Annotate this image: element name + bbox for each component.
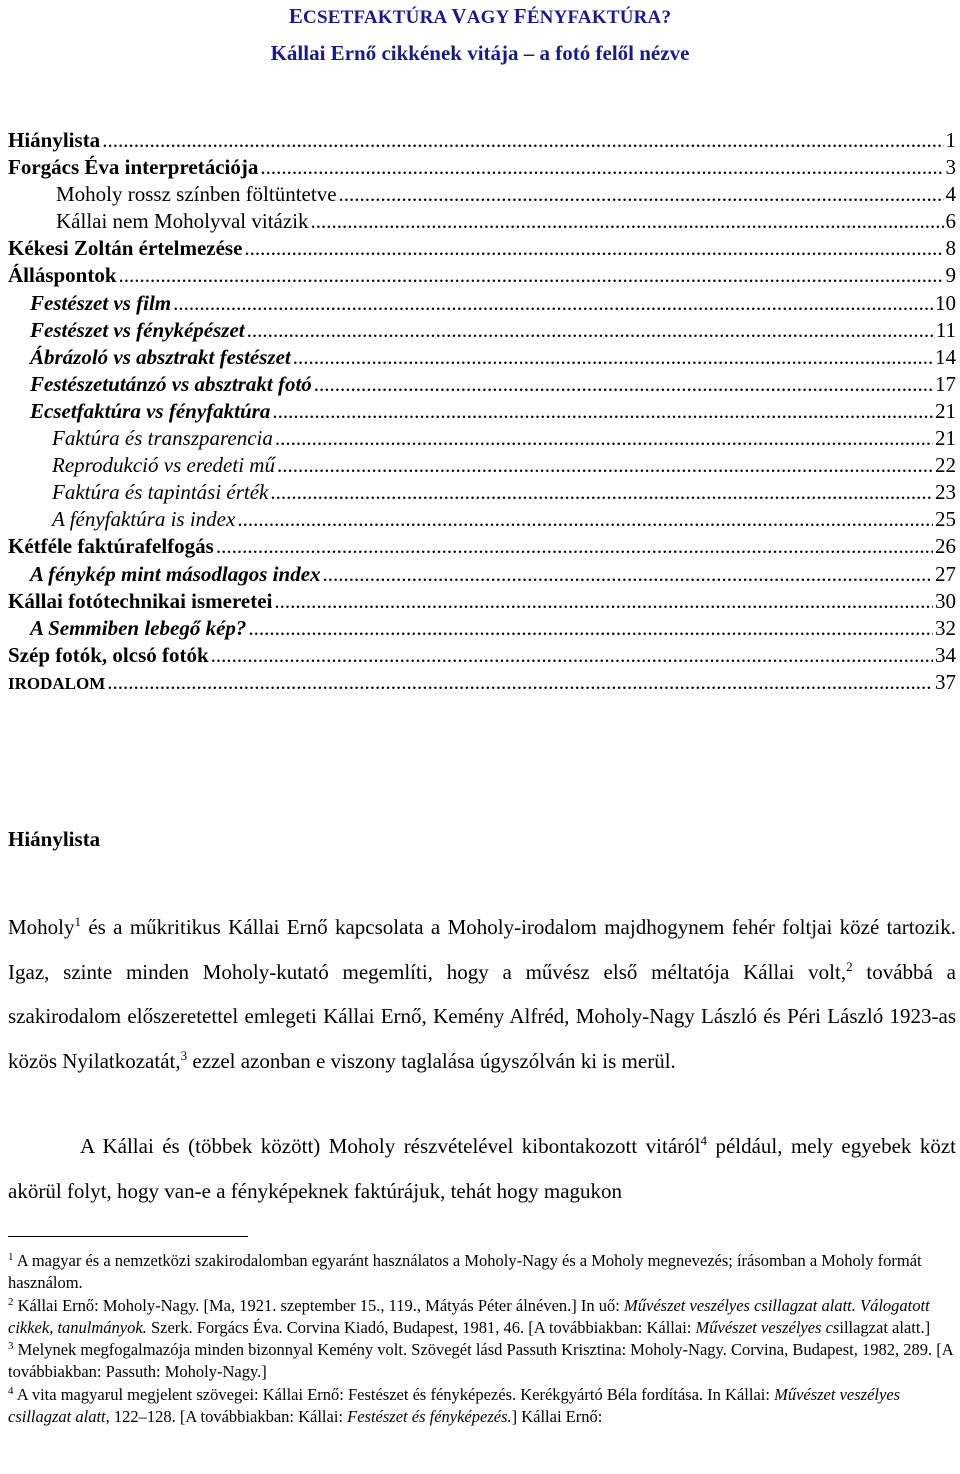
toc-entry[interactable] [8,453,956,480]
footnote-ref-2[interactable]: 2 [846,958,853,974]
toc-page-number[interactable]: 37 [935,669,956,694]
toc-entry[interactable] [8,209,956,236]
toc-entry-title[interactable]: Álláspontok [8,263,117,288]
toc-entry[interactable] [8,236,956,263]
toc-leader-dots [107,670,933,695]
toc-entry-title[interactable]: IRODALOM [8,673,106,693]
footnote-2: $^2$ Kállai Ernő: Moholy-Nagy. [Ma, 1921. szeptember 15., 119., Mátyás Péter álnéven.] In uő: Művészet veszélyes csillagzat alatt. Válogatott cikkek, tanulmányok. Szerk. Forgács Éva. Corvina Kiadó, Budapest, 1981, 46. [A továbbiakban: Kállai: Művészet veszélyes csillagzat alatt.] [8,1295,931,1337]
toc-leader-dots [248,616,933,641]
toc-page-number[interactable]: 23 [935,480,956,505]
toc-entry[interactable] [8,128,956,155]
toc-leader-dots [102,128,943,153]
toc-entry-title[interactable]: Faktúra és transzparencia [52,426,273,451]
toc-entry-title[interactable]: Kállai nem Moholyval vitázik [56,209,309,234]
toc-page-number[interactable]: 34 [935,642,956,667]
toc-page-number[interactable]: 22 [935,453,956,478]
toc-entry-title[interactable]: Festészet vs film [30,290,172,315]
toc-page-number[interactable]: 26 [935,534,956,559]
toc-entry-title[interactable]: Kállai fotótechnikai ismeretei [8,588,273,613]
toc-entry[interactable] [8,562,956,589]
toc-entry-title[interactable]: A fénykép mint másodlagos index [30,561,321,586]
footnote-ref-1[interactable]: 1 [74,914,82,929]
toc-page-number[interactable]: 8 [945,236,956,261]
toc-entry[interactable] [8,182,956,209]
toc-leader-dots [119,263,944,288]
toc-entry-title[interactable]: Forgács Éva interpretációja [8,155,259,180]
toc-entry-title[interactable]: Reprodukció vs eredeti mű [52,453,275,478]
toc-page-number[interactable]: 3 [945,155,956,180]
toc-page-number[interactable]: 21 [935,426,956,451]
toc-entry-title[interactable]: Ecsetfaktúra vs fényfaktúra [30,398,271,423]
toc-entry-title[interactable]: Festészet vs fényképészet [30,317,245,342]
toc-page-number[interactable]: 10 [935,290,956,315]
toc-entry-title[interactable]: Kétféle faktúrafelfogás [8,534,214,559]
footnote-separator [8,1236,248,1237]
toc-leader-dots [293,345,933,370]
toc-page-number[interactable]: 27 [935,561,956,586]
toc-leader-dots [277,453,933,478]
toc-entry[interactable] [8,616,956,643]
toc-leader-dots [314,372,933,397]
footnote-ref-3[interactable]: 3 [180,1047,188,1063]
section-heading: Hiánylista [8,827,101,851]
toc-leader-dots [237,507,933,532]
document-title: ECSETFAKTÚRA VAGY FÉNYFAKTÚRA? [288,4,672,28]
toc-leader-dots [311,209,944,234]
toc-entry[interactable] [8,589,956,616]
toc-entry[interactable] [8,155,956,182]
toc-leader-dots [260,155,943,180]
toc-entry[interactable] [8,291,956,318]
toc-leader-dots [247,318,934,343]
toc-entry-title[interactable]: A Semmiben lebegő kép? [30,615,247,640]
toc-entry[interactable] [8,534,956,561]
toc-leader-dots [211,643,933,668]
toc-leader-dots [323,562,933,587]
footnote-1: $^1$ A magyar és a nemzetközi szakirodalomban egyaránt használatos a Moholy-Nagy és a Moholy megnevezés; írásomban a Moholy formát használom. [8,1251,922,1293]
toc-entry[interactable] [8,372,956,399]
toc-entry[interactable] [8,318,956,345]
toc-leader-dots [173,291,933,316]
toc-entry[interactable] [8,399,956,426]
toc-entry-title[interactable]: Ábrázoló vs absztrakt festészet [30,344,291,369]
paragraph-2: A Kállai és (többek között) Moholy részvételével kibontakozott vitáról$^4$ például, mely egyebek közt akörül folyt, hogy van-e a fényképeknek faktúrájuk, tehát hogy magukon [8,1133,956,1203]
toc-leader-dots [275,426,933,451]
toc-leader-dots [244,236,943,261]
toc-entry-title[interactable]: Kékesi Zoltán értelmezése [8,236,243,261]
toc-page-number[interactable]: 21 [935,398,956,423]
toc-entry-title[interactable]: Szép fotók, olcsó fotók [8,642,209,667]
toc-page-number[interactable]: 11 [935,317,956,342]
toc-page-number[interactable]: 6 [945,209,956,234]
toc-entry[interactable] [8,670,956,697]
toc-page-number[interactable]: 9 [945,263,956,288]
toc-entry-title[interactable]: Moholy rossz színben föltüntetve [56,182,337,207]
toc-entry-title[interactable]: Faktúra és tapintási érték [52,480,269,505]
footnote-ref-4[interactable]: 4 [700,1133,707,1148]
toc-entry-title[interactable]: Hiánylista [8,128,101,152]
toc-leader-dots [272,399,933,424]
toc-page-number[interactable]: 17 [935,371,956,396]
paragraph-1: Moholy$^1$ és a műkritikus Kállai Ernő kapcsolata a Moholy-irodalom majdhogynem fehér foltjai közé tartozik. Igaz, szinte minden Moholy-kutató megemlíti, hogy a művész első méltatója Kállai volt,$^2$ továbbá a szakirodalom előszeretettel emlegeti Kállai Ernő, Kemény Alfréd, Moholy-Nagy László és Péri László 1923-as közös Nyilatkozatát,$^3$ ezzel azonban e viszony taglalása úgyszólván ki is merül. [8,914,956,1073]
toc-leader-dots [274,589,933,614]
toc-page-number[interactable]: 14 [935,344,956,369]
table-of-contents [8,128,956,697]
toc-entry[interactable] [8,345,956,372]
toc-page-number[interactable]: 4 [945,182,956,207]
toc-leader-dots [270,480,933,505]
toc-entry[interactable] [8,426,956,453]
toc-page-number[interactable]: 30 [935,588,956,613]
toc-entry[interactable] [8,263,956,290]
toc-leader-dots [216,534,933,559]
toc-entry[interactable] [8,480,956,507]
toc-page-number[interactable]: 32 [935,615,956,640]
footnote-4: $^4$ A vita magyarul megjelent szövegei: Kállai Ernő: Festészet és fényképezés. Kerékgyártó Béla fordítása. In Kállai: Művészet veszélyes csillagzat alatt, 122–128. [A továbbiakban: Kállai: Festészet és fényképezés.] Kállai Ernő: [8,1384,901,1427]
footnotes [8,1250,956,1428]
toc-entry[interactable] [8,643,956,670]
document-subtitle: Kállai Ernő cikkének vitája – a fotó felől nézve [270,41,690,65]
toc-entry-title[interactable]: Festészetutánzó vs absztrakt fotó [30,371,312,396]
toc-entry[interactable] [8,507,956,534]
toc-page-number[interactable]: 1 [945,128,956,152]
toc-leader-dots [339,182,944,207]
toc-page-number[interactable]: 25 [935,507,956,532]
toc-entry-title[interactable]: A fényfaktúra is index [52,507,236,532]
footnote-3: $^3$ Melynek megfogalmazója minden bizonnyal Kemény volt. Szövegét lásd Passuth Krisztina: Moholy-Nagy. Corvina, Budapest, 1982, 289. [A továbbiakban: Passuth: Moholy-Nagy.] [8,1340,953,1382]
